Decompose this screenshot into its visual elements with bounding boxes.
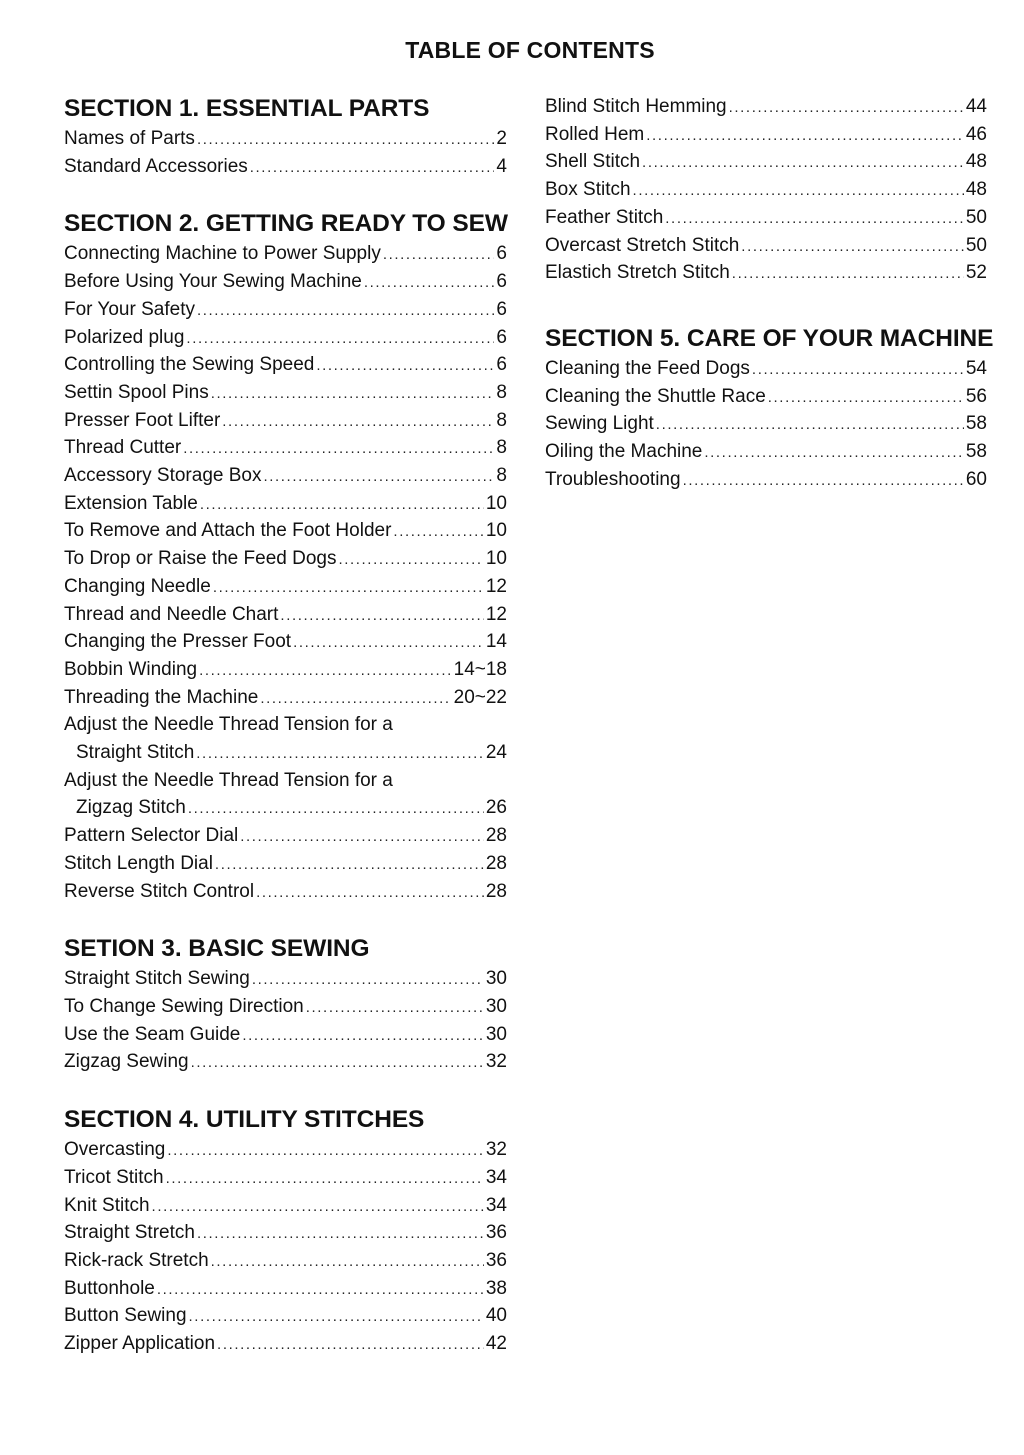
entry-label: Box Stitch bbox=[545, 179, 631, 201]
toc-column-left bbox=[64, 92, 507, 1385]
toc-entry[interactable] bbox=[64, 380, 507, 408]
page-number: 52 bbox=[965, 262, 987, 284]
entry-label: Feather Stitch bbox=[545, 206, 664, 228]
toc-section-4-continued bbox=[545, 94, 987, 288]
entry-label: Sewing Light bbox=[545, 413, 654, 435]
toc-entry[interactable] bbox=[64, 685, 507, 713]
entry-label: Cleaning the Shuttle Race bbox=[545, 385, 766, 407]
page-number: 32 bbox=[485, 1051, 507, 1073]
page-number: 4 bbox=[496, 155, 507, 177]
toc-entry[interactable] bbox=[64, 269, 507, 297]
toc-entry[interactable] bbox=[64, 795, 507, 823]
toc-entry[interactable] bbox=[64, 297, 507, 325]
entry-label: Overcast Stretch Stitch bbox=[545, 234, 740, 256]
page-number: 14~18 bbox=[453, 658, 507, 680]
toc-entry[interactable] bbox=[545, 205, 987, 233]
entry-label: Adjust the Needle Thread Tension for a bbox=[64, 769, 393, 791]
entry-label: Names of Parts bbox=[64, 128, 195, 149]
page-number: 10 bbox=[485, 520, 507, 542]
toc-entry[interactable] bbox=[64, 154, 507, 182]
page-number: 12 bbox=[485, 603, 507, 625]
entry-label: Connecting Machine to Power Supply bbox=[64, 243, 381, 265]
entry-label: Before Using Your Sewing Machine bbox=[64, 271, 362, 293]
entry-label: Threading the Machine bbox=[64, 686, 259, 708]
toc-entry[interactable] bbox=[545, 260, 987, 288]
page-number: 6 bbox=[496, 354, 507, 376]
dot-leader bbox=[240, 824, 484, 851]
entry-label: Rolled Hem bbox=[545, 123, 645, 145]
dot-leader bbox=[752, 357, 964, 384]
page-number: 54 bbox=[965, 357, 987, 379]
dot-leader bbox=[197, 127, 494, 154]
page-number: 26 bbox=[485, 797, 507, 819]
toc-column-right bbox=[545, 94, 994, 520]
page-number: 8 bbox=[496, 381, 507, 403]
page-number: 12 bbox=[485, 575, 507, 597]
toc-entry[interactable] bbox=[64, 1276, 507, 1304]
entry-label: Oiling the Machine bbox=[545, 441, 703, 463]
dot-leader bbox=[213, 575, 484, 602]
dot-leader bbox=[157, 1277, 484, 1304]
page-number: 32 bbox=[485, 1139, 507, 1161]
entry-label: Cleaning the Feed Dogs bbox=[545, 357, 750, 379]
dot-leader bbox=[152, 1194, 484, 1221]
dot-leader bbox=[729, 95, 964, 122]
dot-leader bbox=[242, 1023, 483, 1050]
entry-label: Extension Table bbox=[64, 492, 198, 514]
toc-entry[interactable] bbox=[64, 408, 507, 436]
toc-entry[interactable] bbox=[64, 740, 507, 768]
page-number: 14 bbox=[485, 631, 507, 653]
page-number: 50 bbox=[965, 234, 987, 256]
dot-leader bbox=[683, 468, 964, 495]
toc-entry[interactable] bbox=[64, 435, 507, 463]
entry-label: Zigzag Sewing bbox=[64, 1051, 189, 1073]
section-title: SECTION 4. UTILITY STITCHES bbox=[64, 1106, 425, 1134]
section-title: SECTION 2. GETTING READY TO SEW bbox=[64, 210, 508, 238]
toc-entry[interactable] bbox=[545, 439, 987, 467]
page-number: 10 bbox=[485, 492, 507, 514]
toc-section-4 bbox=[64, 1103, 507, 1359]
dot-leader bbox=[197, 1221, 484, 1248]
page-number: 50 bbox=[965, 206, 987, 228]
toc-entry[interactable] bbox=[545, 233, 987, 261]
page-number: 56 bbox=[965, 385, 987, 407]
dot-leader bbox=[306, 995, 484, 1022]
entry-label: Straight Stitch Sewing bbox=[64, 968, 250, 990]
toc-entry[interactable] bbox=[545, 177, 987, 205]
dot-leader bbox=[665, 206, 964, 233]
entry-label: Changing the Presser Foot bbox=[64, 631, 292, 653]
entry-label: Rick-rack Stretch bbox=[64, 1249, 209, 1271]
entry-label: Tricot Stitch bbox=[64, 1166, 164, 1188]
dot-leader bbox=[197, 298, 494, 325]
dot-leader bbox=[642, 150, 964, 177]
toc-entry[interactable] bbox=[64, 463, 507, 491]
dot-leader bbox=[211, 1249, 484, 1276]
page-number: 30 bbox=[485, 1023, 507, 1045]
toc-entry[interactable] bbox=[545, 122, 987, 150]
toc-entry[interactable] bbox=[545, 94, 987, 122]
page-title: TABLE OF CONTENTS bbox=[405, 37, 655, 63]
page-number: 38 bbox=[485, 1277, 507, 1299]
toc-entry-heading-line[interactable] bbox=[64, 768, 507, 796]
page-number: 60 bbox=[965, 468, 987, 490]
page-number: 30 bbox=[485, 968, 507, 990]
entry-label: Troubleshooting bbox=[545, 468, 681, 490]
toc-entry[interactable] bbox=[64, 823, 507, 851]
page-number: 28 bbox=[485, 825, 507, 847]
toc-entry[interactable] bbox=[64, 491, 507, 519]
dot-leader bbox=[704, 440, 963, 467]
entry-label: Polarized plug bbox=[64, 326, 185, 348]
dot-leader bbox=[646, 123, 964, 150]
page-number: 8 bbox=[496, 437, 507, 459]
dot-leader bbox=[280, 603, 483, 630]
toc-entry[interactable] bbox=[64, 851, 507, 879]
page-number: 6 bbox=[496, 271, 507, 293]
toc-entry[interactable] bbox=[545, 411, 987, 439]
entry-label: For Your Safety bbox=[64, 298, 195, 320]
page-number: 44 bbox=[965, 96, 987, 117]
section-title: SETION 3. BASIC SEWING bbox=[64, 935, 370, 963]
entry-label: Straight Stretch bbox=[64, 1222, 195, 1244]
dot-leader bbox=[383, 242, 495, 269]
page-number: 24 bbox=[485, 742, 507, 764]
entry-label: Changing Needle bbox=[64, 575, 211, 597]
dot-leader bbox=[293, 630, 484, 657]
toc-entry[interactable] bbox=[64, 602, 507, 630]
toc-entry[interactable] bbox=[64, 1022, 507, 1050]
page-number: 6 bbox=[496, 298, 507, 320]
entry-label: Adjust the Needle Thread Tension for a bbox=[64, 714, 393, 736]
page-number: 8 bbox=[496, 465, 507, 487]
toc-entry[interactable] bbox=[64, 1193, 507, 1221]
entry-label: Zigzag Stitch bbox=[76, 797, 186, 819]
toc-entry[interactable] bbox=[545, 384, 987, 412]
page-number: 20~22 bbox=[453, 686, 507, 708]
entry-label: Buttonhole bbox=[64, 1277, 155, 1299]
entry-label: Reverse Stitch Control bbox=[64, 880, 255, 902]
dot-leader bbox=[256, 880, 484, 907]
dot-leader bbox=[732, 261, 964, 288]
toc-entry[interactable] bbox=[64, 629, 507, 657]
page-number: 36 bbox=[485, 1249, 507, 1271]
toc-entry[interactable] bbox=[64, 1165, 507, 1193]
toc-section-5 bbox=[545, 322, 994, 495]
dot-leader bbox=[183, 436, 494, 463]
entry-label: Standard Accessories bbox=[64, 155, 248, 177]
entry-label: Elastich Stretch Stitch bbox=[545, 262, 730, 284]
page-number: 42 bbox=[485, 1333, 507, 1355]
page-number: 2 bbox=[496, 128, 507, 149]
toc-entry[interactable] bbox=[545, 356, 987, 384]
entry-label: Knit Stitch bbox=[64, 1194, 150, 1216]
page-number: 6 bbox=[496, 243, 507, 265]
dot-leader bbox=[186, 326, 494, 353]
entry-label: Accessory Storage Box bbox=[64, 465, 262, 487]
entry-label: Straight Stitch bbox=[76, 742, 195, 764]
toc-entry[interactable] bbox=[64, 966, 507, 994]
page-number: 10 bbox=[485, 548, 507, 570]
entry-label: Presser Foot Lifter bbox=[64, 409, 221, 431]
dot-leader bbox=[768, 385, 964, 412]
entry-label: Zipper Application bbox=[64, 1333, 216, 1355]
dot-leader bbox=[656, 412, 964, 439]
dot-leader bbox=[199, 658, 452, 685]
entry-label: Stitch Length Dial bbox=[64, 852, 213, 874]
entry-label: Button Sewing bbox=[64, 1305, 187, 1327]
dot-leader bbox=[316, 353, 494, 380]
toc-entry[interactable] bbox=[64, 1331, 507, 1359]
section-title: SECTION 1. ESSENTIAL PARTS bbox=[64, 95, 430, 122]
entry-label: Overcasting bbox=[64, 1139, 166, 1161]
entry-label: Shell Stitch bbox=[545, 151, 641, 173]
toc-entry[interactable] bbox=[64, 241, 507, 269]
dot-leader bbox=[633, 178, 964, 205]
toc-entry[interactable] bbox=[545, 467, 987, 495]
page-number: 48 bbox=[965, 151, 987, 173]
dot-leader bbox=[222, 409, 494, 436]
toc-entry[interactable] bbox=[64, 657, 507, 685]
entry-label: To Remove and Attach the Foot Holder bbox=[64, 520, 392, 542]
page-number: 6 bbox=[496, 326, 507, 348]
toc-entry[interactable] bbox=[64, 879, 507, 907]
toc-entry[interactable] bbox=[64, 126, 507, 154]
page-number: 40 bbox=[485, 1305, 507, 1327]
toc-entry[interactable] bbox=[64, 994, 507, 1022]
dot-leader bbox=[217, 1332, 484, 1359]
entry-label: Bobbin Winding bbox=[64, 658, 198, 680]
entry-label: Pattern Selector Dial bbox=[64, 825, 239, 847]
dot-leader bbox=[393, 519, 483, 546]
dot-leader bbox=[196, 741, 484, 768]
toc-entry-heading-line[interactable] bbox=[64, 712, 507, 740]
toc-entry[interactable] bbox=[64, 546, 507, 574]
section-title: SECTION 5. CARE OF YOUR MACHINE bbox=[545, 324, 994, 352]
page-number: 48 bbox=[965, 179, 987, 201]
toc-entry[interactable] bbox=[64, 1049, 507, 1077]
toc-entry[interactable] bbox=[64, 574, 507, 602]
page-number: 36 bbox=[485, 1222, 507, 1244]
dot-leader bbox=[189, 1304, 484, 1331]
entry-label: Settin Spool Pins bbox=[64, 381, 209, 403]
dot-leader bbox=[338, 547, 483, 574]
dot-leader bbox=[364, 270, 495, 297]
toc-entry[interactable] bbox=[64, 352, 507, 380]
page-number: 28 bbox=[485, 880, 507, 902]
page-number: 46 bbox=[965, 123, 987, 145]
dot-leader bbox=[211, 381, 495, 408]
toc-entry[interactable] bbox=[64, 1137, 507, 1165]
toc-entry[interactable] bbox=[64, 518, 507, 546]
toc-section-2 bbox=[64, 207, 507, 906]
entry-label: Use the Seam Guide bbox=[64, 1023, 241, 1045]
dot-leader bbox=[167, 1138, 483, 1165]
page-number: 28 bbox=[485, 852, 507, 874]
toc-section-1 bbox=[64, 92, 507, 181]
page-number: 34 bbox=[485, 1166, 507, 1188]
page-number: 30 bbox=[485, 995, 507, 1017]
entry-label: Thread and Needle Chart bbox=[64, 603, 279, 625]
dot-leader bbox=[166, 1166, 484, 1193]
toc-entry[interactable] bbox=[64, 1248, 507, 1276]
dot-leader bbox=[252, 967, 484, 994]
entry-label: Blind Stitch Hemming bbox=[545, 96, 727, 117]
page-number: 58 bbox=[965, 413, 987, 435]
dot-leader bbox=[200, 492, 484, 519]
entry-label: Thread Cutter bbox=[64, 437, 182, 459]
toc-section-3 bbox=[64, 932, 507, 1077]
dot-leader bbox=[215, 852, 484, 879]
dot-leader bbox=[250, 155, 495, 182]
dot-leader bbox=[191, 1050, 484, 1077]
toc-entry[interactable] bbox=[64, 325, 507, 353]
dot-leader bbox=[263, 464, 494, 491]
entry-label: Controlling the Sewing Speed bbox=[64, 354, 315, 376]
entry-label: To Drop or Raise the Feed Dogs bbox=[64, 548, 337, 570]
page-number: 8 bbox=[496, 409, 507, 431]
toc-entry[interactable] bbox=[64, 1220, 507, 1248]
entry-label: To Change Sewing Direction bbox=[64, 995, 304, 1017]
dot-leader bbox=[260, 686, 451, 713]
toc-entry[interactable] bbox=[64, 1303, 507, 1331]
toc-entry[interactable] bbox=[545, 149, 987, 177]
page-number: 34 bbox=[485, 1194, 507, 1216]
dot-leader bbox=[188, 796, 484, 823]
page-number: 58 bbox=[965, 441, 987, 463]
dot-leader bbox=[741, 234, 964, 261]
